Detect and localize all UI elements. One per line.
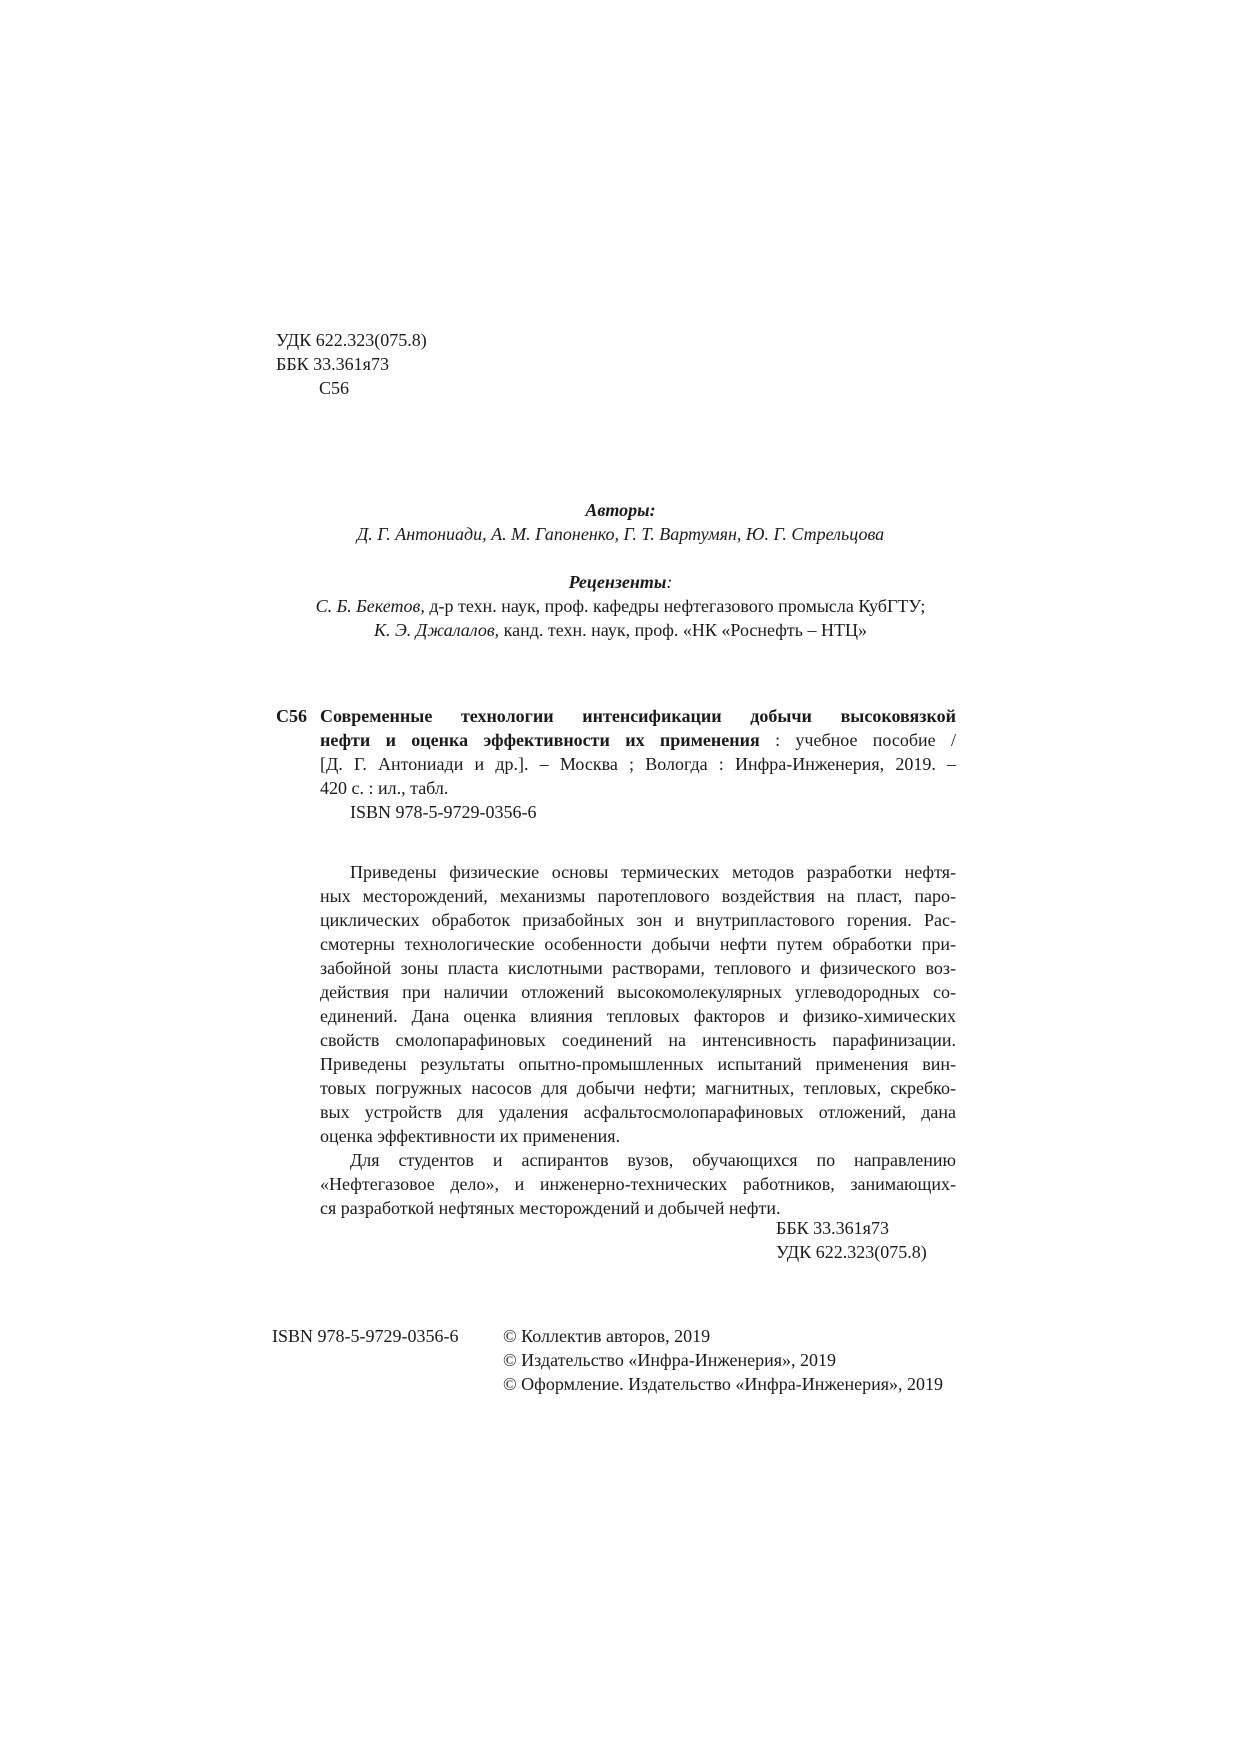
abstract-line: смотерны технологические особенности добычи нефти путем обработки при- bbox=[320, 934, 956, 954]
abstract-line: забойной зоны пласта кислотными растворами, теплового и физического воз- bbox=[320, 958, 956, 978]
copyright-line: © Издательство «Инфра-Инженерия», 2019 bbox=[503, 1350, 837, 1370]
abstract-line: Приведены результаты опытно-промышленных испытаний применения вин- bbox=[320, 1054, 956, 1074]
reviewer-2 bbox=[0, 618, 1241, 642]
entry-author-sign: С56 bbox=[276, 706, 307, 726]
reviewer-2-name: К. Э. Джалалов, bbox=[374, 620, 500, 640]
abstract-line: Приведены физические основы термических методов разработки нефтя- bbox=[350, 862, 956, 882]
bbk-code-bottom: ББК 33.361я73 bbox=[776, 1218, 889, 1238]
reviewers-heading-line bbox=[0, 570, 1241, 594]
reviewers-heading: Рецензенты bbox=[568, 572, 667, 592]
abstract-line: вых устройств для удаления асфальтосмолопарафиновых отложений, дана bbox=[320, 1102, 956, 1122]
udk-code-top: УДК 622.323(075.8) bbox=[276, 330, 427, 350]
bbk-code-top: ББК 33.361я73 bbox=[276, 354, 389, 374]
abstract-line: Для студентов и аспирантов вузов, обучающихся по направлению bbox=[350, 1150, 956, 1170]
abstract-line: оценка эффективности их применения. bbox=[320, 1126, 621, 1146]
reviewer-1 bbox=[0, 594, 1241, 618]
abstract-line: действия при наличии отложений высокомолекулярных углеводородных со- bbox=[320, 982, 956, 1002]
entry-isbn: ISBN 978-5-9729-0356-6 bbox=[350, 802, 537, 822]
abstract-line: «Нефтегазовое дело», и инженерно-технических работников, занимающих- bbox=[320, 1174, 956, 1194]
copyright-line: © Оформление. Издательство «Инфра-Инженерия», 2019 bbox=[503, 1374, 944, 1394]
entry-title-bold: нефти и оценка эффективности их применения bbox=[320, 730, 760, 750]
entry-title-rest: : учебное пособие / bbox=[759, 730, 956, 750]
entry-title-line-2 bbox=[320, 728, 956, 752]
authors-heading: Авторы: bbox=[585, 500, 656, 520]
authors-names: Д. Г. Антониади, А. М. Гапоненко, Г. Т. Вартумян, Ю. Г. Стрельцова bbox=[356, 524, 885, 544]
udk-code-bottom: УДК 622.323(075.8) bbox=[776, 1242, 927, 1262]
isbn-bottom: ISBN 978-5-9729-0356-6 bbox=[272, 1326, 459, 1346]
entry-line-3: [Д. Г. Антониади и др.]. – Москва ; Вологда : Инфра-Инженерия, 2019. – bbox=[320, 754, 956, 774]
abstract-line: ся разработкой нефтяных месторождений и добычей нефти. bbox=[320, 1198, 781, 1218]
reviewer-1-name: С. Б. Бекетов, bbox=[315, 596, 425, 616]
reviewer-2-details: канд. техн. наук, проф. «НК «Роснефть – НТЦ» bbox=[499, 620, 867, 640]
abstract-line: ных месторождений, механизмы паротеплового воздействия на пласт, паро- bbox=[320, 886, 956, 906]
abstract-line: циклических обработок призабойных зон и внутрипластового горения. Рас- bbox=[320, 910, 956, 930]
author-sign-top: С56 bbox=[319, 378, 350, 398]
reviewer-1-details: д-р техн. наук, проф. кафедры нефтегазового промысла КубГТУ; bbox=[424, 596, 926, 616]
abstract-line: единений. Дана оценка влияния тепловых факторов и физико-химических bbox=[320, 1006, 956, 1026]
abstract-line: товых погружных насосов для добычи нефти; магнитных, тепловых, скребко- bbox=[320, 1078, 956, 1098]
copyright-line: © Коллектив авторов, 2019 bbox=[503, 1326, 711, 1346]
reviewers-colon: : bbox=[666, 572, 673, 592]
abstract-line: свойств смолопарафиновых соединений на интенсивность парафинизации. bbox=[320, 1030, 956, 1050]
entry-title-line-1: Современные технологии интенсификации добычи высоковязкой bbox=[320, 706, 956, 726]
entry-line-4: 420 с. : ил., табл. bbox=[320, 778, 449, 798]
